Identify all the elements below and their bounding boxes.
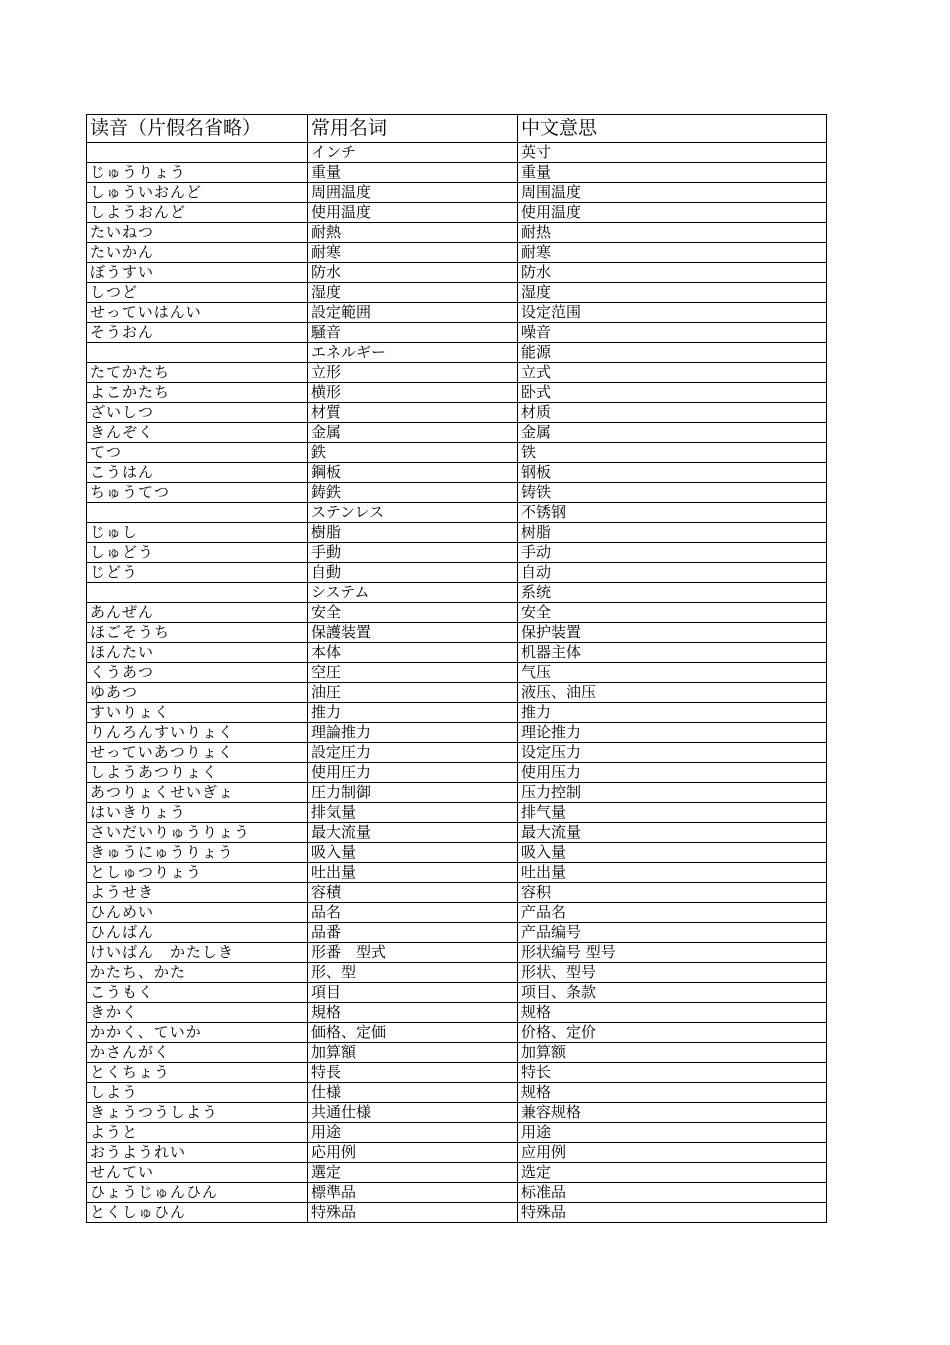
cell-chinese-meaning: 应用例 [518,1143,827,1163]
cell-chinese-meaning: 防水 [518,263,827,283]
cell-reading: ひんめい [87,903,308,923]
cell-chinese-meaning: 安全 [518,603,827,623]
cell-common-noun: 標準品 [308,1183,518,1203]
cell-chinese-meaning: 金属 [518,423,827,443]
cell-chinese-meaning: 英寸 [518,143,827,163]
table-row [87,323,827,343]
cell-reading: じどう [87,563,308,583]
table-row [87,1063,827,1083]
table-row [87,1123,827,1143]
cell-chinese-meaning: 理论推力 [518,723,827,743]
cell-reading: かさんがく [87,1043,308,1063]
cell-common-noun: 横形 [308,383,518,403]
cell-chinese-meaning: 排气量 [518,803,827,823]
cell-common-noun: 本体 [308,643,518,663]
table-row [87,163,827,183]
cell-reading [87,503,308,523]
cell-common-noun: 材質 [308,403,518,423]
cell-common-noun: 価格、定価 [308,1023,518,1043]
cell-reading: よこかたち [87,383,308,403]
cell-reading: おうようれい [87,1143,308,1163]
table-row [87,583,827,603]
table-row [87,883,827,903]
table-row [87,1143,827,1163]
header-chinese-meaning: 中文意思 [518,115,827,143]
cell-reading: ようせき [87,883,308,903]
cell-common-noun: エネルギー [308,343,518,363]
cell-reading: さいだいりゅうりょう [87,823,308,843]
table-row [87,203,827,223]
cell-common-noun: 設定範囲 [308,303,518,323]
cell-common-noun: 樹脂 [308,523,518,543]
cell-reading: てつ [87,443,308,463]
cell-chinese-meaning: 钢板 [518,463,827,483]
cell-chinese-meaning: 形状、型号 [518,963,827,983]
cell-chinese-meaning: 吐出量 [518,863,827,883]
cell-reading: しようあつりょく [87,763,308,783]
cell-chinese-meaning: 系统 [518,583,827,603]
cell-chinese-meaning: 卧式 [518,383,827,403]
cell-chinese-meaning: 使用压力 [518,763,827,783]
cell-common-noun: 圧力制御 [308,783,518,803]
cell-common-noun: 選定 [308,1163,518,1183]
table-row [87,663,827,683]
cell-chinese-meaning: 气压 [518,663,827,683]
cell-reading: こうはん [87,463,308,483]
cell-reading [87,343,308,363]
table-row [87,963,827,983]
cell-common-noun: 安全 [308,603,518,623]
cell-reading: たいかん [87,243,308,263]
cell-reading: くうあつ [87,663,308,683]
cell-reading [87,143,308,163]
table-row [87,803,827,823]
cell-chinese-meaning: 材质 [518,403,827,423]
cell-chinese-meaning: 兼容规格 [518,1103,827,1123]
cell-chinese-meaning: 用途 [518,1123,827,1143]
table-row [87,603,827,623]
cell-common-noun: 吸入量 [308,843,518,863]
table-row [87,563,827,583]
table-row [87,903,827,923]
table-row [87,1043,827,1063]
cell-reading: たいねつ [87,223,308,243]
table-row [87,1163,827,1183]
cell-chinese-meaning: 耐热 [518,223,827,243]
table-row [87,743,827,763]
cell-common-noun: 形番 型式 [308,943,518,963]
cell-common-noun: 使用温度 [308,203,518,223]
table-row [87,363,827,383]
table-row [87,483,827,503]
cell-chinese-meaning: 推力 [518,703,827,723]
cell-chinese-meaning: 能源 [518,343,827,363]
header-reading: 读音（片假名省略） [87,115,308,143]
cell-common-noun: 重量 [308,163,518,183]
cell-common-noun: 加算額 [308,1043,518,1063]
cell-common-noun: 最大流量 [308,823,518,843]
cell-chinese-meaning: 铸铁 [518,483,827,503]
cell-common-noun: ステンレス [308,503,518,523]
cell-reading: しゅういおんど [87,183,308,203]
cell-common-noun: 規格 [308,1003,518,1023]
cell-common-noun: 保護装置 [308,623,518,643]
cell-reading: しようおんど [87,203,308,223]
cell-common-noun: 品番 [308,923,518,943]
cell-common-noun: 設定圧力 [308,743,518,763]
cell-reading: しよう [87,1083,308,1103]
table-row [87,863,827,883]
cell-common-noun: 理論推力 [308,723,518,743]
cell-reading: きんぞく [87,423,308,443]
table-row [87,823,827,843]
cell-reading: そうおん [87,323,308,343]
cell-reading: とくちょう [87,1063,308,1083]
cell-common-noun: 用途 [308,1123,518,1143]
table-row [87,763,827,783]
cell-chinese-meaning: 吸入量 [518,843,827,863]
cell-chinese-meaning: 自动 [518,563,827,583]
cell-chinese-meaning: 特长 [518,1063,827,1083]
cell-reading: ざいしつ [87,403,308,423]
cell-common-noun: 仕様 [308,1083,518,1103]
cell-reading: たてかたち [87,363,308,383]
cell-reading: ちゅうてつ [87,483,308,503]
table-row [87,723,827,743]
cell-chinese-meaning: 价格、定价 [518,1023,827,1043]
cell-chinese-meaning: 手动 [518,543,827,563]
cell-reading: けいばん かたしき [87,943,308,963]
cell-reading: せんてい [87,1163,308,1183]
cell-reading: りんろんすいりょく [87,723,308,743]
cell-common-noun: 共通仕様 [308,1103,518,1123]
table-row [87,143,827,163]
table-row [87,423,827,443]
cell-chinese-meaning: 特殊品 [518,1203,827,1223]
table-row [87,703,827,723]
cell-chinese-meaning: 树脂 [518,523,827,543]
table-row [87,183,827,203]
cell-common-noun: システム [308,583,518,603]
cell-common-noun: 空圧 [308,663,518,683]
cell-chinese-meaning: 液压、油压 [518,683,827,703]
cell-reading: はいきりょう [87,803,308,823]
cell-common-noun: 鋼板 [308,463,518,483]
cell-reading: きかく [87,1003,308,1023]
cell-chinese-meaning: 标准品 [518,1183,827,1203]
table-row [87,223,827,243]
cell-common-noun: 耐寒 [308,243,518,263]
cell-chinese-meaning: 铁 [518,443,827,463]
header-common-noun: 常用名词 [308,115,518,143]
table-body [87,143,827,1223]
cell-common-noun: 吐出量 [308,863,518,883]
cell-reading: ぼうすい [87,263,308,283]
cell-reading: すいりょく [87,703,308,723]
cell-reading: ようと [87,1123,308,1143]
cell-chinese-meaning: 立式 [518,363,827,383]
table-row [87,1083,827,1103]
table-row [87,443,827,463]
cell-chinese-meaning: 保护装置 [518,623,827,643]
cell-common-noun: 油圧 [308,683,518,703]
cell-common-noun: 品名 [308,903,518,923]
table-header [87,115,827,143]
cell-common-noun: 特長 [308,1063,518,1083]
table-row [87,503,827,523]
table-row [87,623,827,643]
cell-common-noun: 使用圧力 [308,763,518,783]
cell-chinese-meaning: 形状编号 型号 [518,943,827,963]
table-row [87,1003,827,1023]
table-row [87,463,827,483]
table-row [87,923,827,943]
cell-chinese-meaning: 最大流量 [518,823,827,843]
cell-common-noun: 防水 [308,263,518,283]
cell-common-noun: 鉄 [308,443,518,463]
table-row [87,403,827,423]
cell-chinese-meaning: 周围温度 [518,183,827,203]
table-row [87,1103,827,1123]
cell-common-noun: 容積 [308,883,518,903]
cell-common-noun: 形、型 [308,963,518,983]
cell-chinese-meaning: 机器主体 [518,643,827,663]
table-row [87,783,827,803]
cell-common-noun: 鋳鉄 [308,483,518,503]
table-row [87,943,827,963]
cell-reading: ゆあつ [87,683,308,703]
cell-reading: きょうつうしよう [87,1103,308,1123]
cell-chinese-meaning: 压力控制 [518,783,827,803]
cell-chinese-meaning: 耐寒 [518,243,827,263]
cell-common-noun: 自動 [308,563,518,583]
header-row [87,115,827,143]
cell-reading: しゅどう [87,543,308,563]
table-row [87,243,827,263]
table-row [87,1203,827,1223]
cell-reading: あつりょくせいぎょ [87,783,308,803]
cell-reading: ほんたい [87,643,308,663]
cell-reading: しつど [87,283,308,303]
table-row [87,343,827,363]
cell-reading: ほごそうち [87,623,308,643]
table-row [87,643,827,663]
cell-chinese-meaning: 噪音 [518,323,827,343]
cell-common-noun: 耐熱 [308,223,518,243]
cell-common-noun: 排気量 [308,803,518,823]
cell-chinese-meaning: 容积 [518,883,827,903]
cell-chinese-meaning: 产品编号 [518,923,827,943]
cell-reading: せっていあつりょく [87,743,308,763]
cell-reading: かかく、ていか [87,1023,308,1043]
table-row [87,843,827,863]
cell-common-noun: 項目 [308,983,518,1003]
cell-reading: せっていはんい [87,303,308,323]
cell-common-noun: 騒音 [308,323,518,343]
cell-common-noun: 特殊品 [308,1203,518,1223]
cell-reading: じゅうりょう [87,163,308,183]
cell-reading: かたち、かた [87,963,308,983]
cell-common-noun: 金属 [308,423,518,443]
cell-common-noun: インチ [308,143,518,163]
cell-chinese-meaning: 重量 [518,163,827,183]
cell-chinese-meaning: 设定压力 [518,743,827,763]
table-row [87,283,827,303]
cell-common-noun: 手動 [308,543,518,563]
cell-reading: じゅし [87,523,308,543]
table-row [87,983,827,1003]
cell-common-noun: 立形 [308,363,518,383]
cell-chinese-meaning: 加算额 [518,1043,827,1063]
cell-common-noun: 応用例 [308,1143,518,1163]
table-row [87,523,827,543]
cell-common-noun: 推力 [308,703,518,723]
cell-reading: ひんばん [87,923,308,943]
cell-reading: ひょうじゅんひん [87,1183,308,1203]
cell-reading: あんぜん [87,603,308,623]
cell-common-noun: 周囲温度 [308,183,518,203]
table-row [87,1183,827,1203]
table-row [87,683,827,703]
table-row [87,543,827,563]
table-row [87,1023,827,1043]
cell-chinese-meaning: 规格 [518,1083,827,1103]
table-row [87,303,827,323]
cell-chinese-meaning: 项目、条款 [518,983,827,1003]
cell-reading [87,583,308,603]
cell-chinese-meaning: 使用温度 [518,203,827,223]
cell-chinese-meaning: 选定 [518,1163,827,1183]
cell-chinese-meaning: 湿度 [518,283,827,303]
cell-chinese-meaning: 产品名 [518,903,827,923]
cell-chinese-meaning: 不锈钢 [518,503,827,523]
cell-chinese-meaning: 规格 [518,1003,827,1023]
vocabulary-table [86,114,827,1223]
table-row [87,263,827,283]
cell-reading: きゅうにゅうりょう [87,843,308,863]
cell-chinese-meaning: 设定范围 [518,303,827,323]
cell-reading: としゅつりょう [87,863,308,883]
cell-reading: とくしゅひん [87,1203,308,1223]
table-row [87,383,827,403]
cell-common-noun: 湿度 [308,283,518,303]
cell-reading: こうもく [87,983,308,1003]
